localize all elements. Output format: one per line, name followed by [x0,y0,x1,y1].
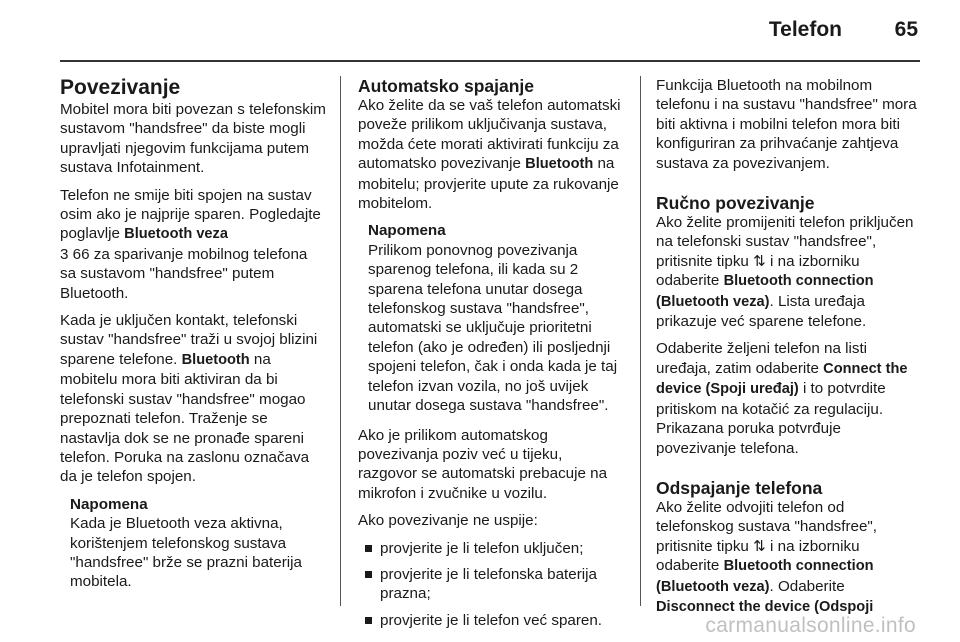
menu-item-reference: Connect the device (Spoji uređaj) [656,360,908,398]
paragraph [656,339,922,457]
watermark: carmanualsonline.info [705,614,916,637]
paragraph [656,213,922,331]
note-box [60,495,326,592]
paragraph [358,96,624,213]
paragraph: Ako je prilikom automatskog povezivanja poziv već u tijeku, razgovor se automatski prebacuje na mikrofon i zvučnike u vozilu. [358,426,608,502]
column-3 [656,76,922,625]
section-heading-automatsko-spajanje: Automatsko spajanje [358,76,535,96]
text-run: Telefon ne smije biti spojen na sustav osim ako je najprije sparen. Pogledajte poglavlje [60,186,321,243]
text-run: Ako želite da se vaš telefon automatski poveže prilikom uključivanja sustava, možda ćete morati aktivirati funkciju za automatsko povezivanje [358,97,621,173]
paragraph: Ako povezivanje ne uspije: [358,512,538,530]
column-divider-2 [640,76,641,606]
text-run: i na izborniku odaberite [656,252,860,290]
text-run: i to potvrdite pritiskom na kotačić za regulaciju. Prikazana poruka potvrđuje povezivanje telefona. [656,380,886,457]
note-text: Kada je Bluetooth veza aktivna, korištenjem telefonskog sustava "handsfree" brže se prazni baterija mobitela. [70,515,302,591]
paragraph [60,311,326,487]
bold-term: Bluetooth [525,156,594,173]
text-run: . Odaberite [769,577,845,595]
text-run: i na izborniku odaberite [656,537,860,575]
text-run: 3 66 za sparivanje mobilnog telefona sa sustavom "handsfree" putem Bluetooth. [60,245,308,302]
note-box [358,221,624,415]
text-run: na mobitelu; provjerite upute za rukovanje mobitelom. [358,155,619,213]
page-header [0,0,960,56]
text-run: Odaberite željeni telefon na listi uređaja, zatim odaberite [656,340,868,377]
section-heading-rucno-povezivanje: Ručno povezivanje [656,193,815,214]
paragraph: Mobitel mora biti povezan s telefonskim sustavom "handsfree" da biste mogli upravljati njegovim funkcijama putem sustava Infotainment. [60,101,326,177]
text-run: Kada je uključen kontakt, telefonski sustav "handsfree" traži u svojoj blizini sparene telefone. [60,312,318,368]
text-run: Ako želite promijeniti telefon priključen na telefonski sustav "handsfree", pritisnite tipku [656,214,914,270]
list-item: provjerite je li telefon uključen; [358,539,624,558]
text-run: . Lista uređaja prikazuje već sparene telefone. [656,292,867,331]
phone-button-icon: ⇅ [753,252,766,270]
menu-item-reference: Bluetooth connection (Bluetooth veza) [656,273,874,310]
menu-item-reference: Bluetooth connection (Bluetooth veza) [656,558,874,595]
paragraph [656,498,922,617]
column-1 [60,76,326,602]
page-title: Telefon [768,18,842,41]
note-title: Napomena [368,222,446,240]
section-heading-povezivanje: Povezivanje [60,76,181,99]
list-item: provjerite je li telefonska baterija prazna; [358,565,624,604]
text-run: na mobitelu mora biti aktiviran da bi telefonski sustav "handsfree" mogao prepoznati telefon. Traženje se nastavlja dok se ne pronađe spareni telefon. Poruka na zaslonu označava da je telefon spojen. [60,350,310,486]
bold-term: Bluetooth [181,351,250,368]
page-number: 65 [894,18,918,41]
menu-item-reference: Disconnect the device (Odspoji [656,598,874,615]
note-title: Napomena [70,495,148,513]
column-2 [358,76,624,637]
cross-reference-link[interactable]: Bluetooth veza [124,226,228,243]
paragraph: Funkcija Bluetooth na mobilnom telefonu i na sustavu "handsfree" mora biti aktivna i mobilni telefon mora biti konfiguriran za prihvaćanje zahtjeva sustava za povezivanjem. [656,77,917,172]
paragraph [60,186,326,303]
note-text: Prilikom ponovnog povezivanja sparenog telefona, ili kada su 2 sparena telefona unutar dosega telefonskog sustava "handsfree", automatski se uključuje prioritetni telefon (ako je određen) ili posljednji spojeni telefon, čak i onda kada je taj telefon izvan vozila, no još uvijek unutar dosega sustava "handsfree". [368,241,618,415]
phone-button-icon: ⇅ [753,537,766,555]
text-run: Ako želite odvojiti telefon od telefonskog sustava "handsfree", pritisnite tipku [656,498,878,555]
bullet-list [358,539,624,631]
section-heading-odspajanje-telefona: Odspajanje telefona [656,477,823,498]
column-divider-1 [340,76,341,606]
header-divider [60,60,920,62]
list-item: provjerite je li telefon već sparen. [358,611,624,630]
